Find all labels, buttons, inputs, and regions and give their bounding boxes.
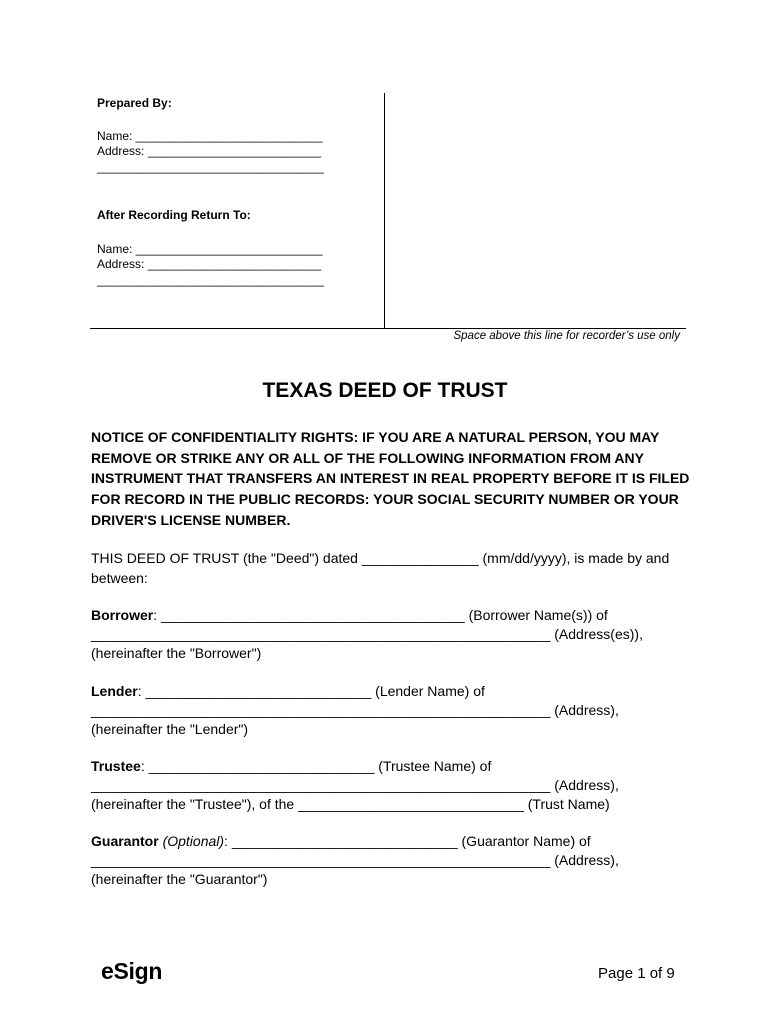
prepared-blank-line: __________________________________ — [97, 160, 324, 174]
confidentiality-notice: NOTICE OF CONFIDENTIALITY RIGHTS: IF YOU ARE A NATURAL PERSON, YOU MAY REMOVE OR STRIKE ANY OR ALL OF THE FOLLOWING INFORMATION FROM ANY INSTRUMENT THAT TRANSFERS AN INTEREST IN REAL PROPERTY BEFORE IT IS FILED FOR RECORD IN THE PUBLIC RECORDS: YOUR SOCIAL SECURITY NUMBER OR YOUR DRIVER'S LICENSE NUMBER. — [91, 429, 690, 528]
prepared-by-label: Prepared By: — [97, 96, 172, 110]
borrower-hereinafter: (hereinafter the "Borrower") — [91, 645, 262, 661]
esign-logo: eSign — [101, 958, 163, 984]
return-blank-line: __________________________________ — [97, 273, 324, 287]
trustee-line-1 — [91, 757, 491, 776]
guarantor-name-field: : _____________________________ (Guarantor Name) of — [224, 833, 591, 849]
trustee-hereinafter: (hereinafter the "Trustee"), of the _____________________________ (Trust Name) — [91, 796, 610, 812]
return-to-label: After Recording Return To: — [97, 208, 251, 222]
guarantor-label: Guarantor — [91, 833, 159, 849]
recorder-divider-vertical — [384, 93, 385, 329]
lender-name-field: : _____________________________ (Lender Name) of — [137, 683, 485, 699]
guarantor-address-field: ___________________________________________________________ (Address), — [91, 852, 619, 868]
trustee-name-field: : _____________________________ (Trustee Name) of — [140, 758, 492, 774]
borrower-line-1 — [91, 606, 608, 625]
intro-line-2: between: — [91, 570, 148, 586]
recorder-note: Space above this line for recorder’s use only — [453, 330, 680, 342]
borrower-name-field: : _______________________________________ (Borrower Name(s)) of — [153, 607, 608, 623]
recorder-divider-horizontal — [90, 328, 686, 329]
document-title: TEXAS DEED OF TRUST — [262, 379, 508, 402]
return-name-line: Name: ____________________________ — [97, 242, 323, 256]
page-number: Page 1 of 9 — [598, 965, 675, 982]
guarantor-hereinafter: (hereinafter the "Guarantor") — [91, 871, 268, 887]
intro-line-1: THIS DEED OF TRUST (the "Deed") dated _______________ (mm/dd/yyyy), is made by and — [91, 550, 670, 566]
return-address-line: Address: __________________________ — [97, 257, 322, 271]
lender-address-field: ___________________________________________________________ (Address), — [91, 702, 619, 718]
trustee-address-field: ___________________________________________________________ (Address), — [91, 777, 619, 793]
prepared-name-line: Name: ____________________________ — [97, 129, 323, 143]
lender-hereinafter: (hereinafter the "Lender") — [91, 721, 249, 737]
trustee-label: Trustee — [91, 758, 141, 774]
guarantor-optional: (Optional) — [162, 833, 225, 849]
guarantor-line-1 — [91, 832, 591, 851]
lender-line-1 — [91, 682, 485, 701]
borrower-label: Borrower — [91, 607, 154, 623]
lender-label: Lender — [91, 683, 138, 699]
prepared-address-line: Address: __________________________ — [97, 144, 322, 158]
borrower-address-field: ___________________________________________________________ (Address(es)), — [91, 626, 643, 642]
